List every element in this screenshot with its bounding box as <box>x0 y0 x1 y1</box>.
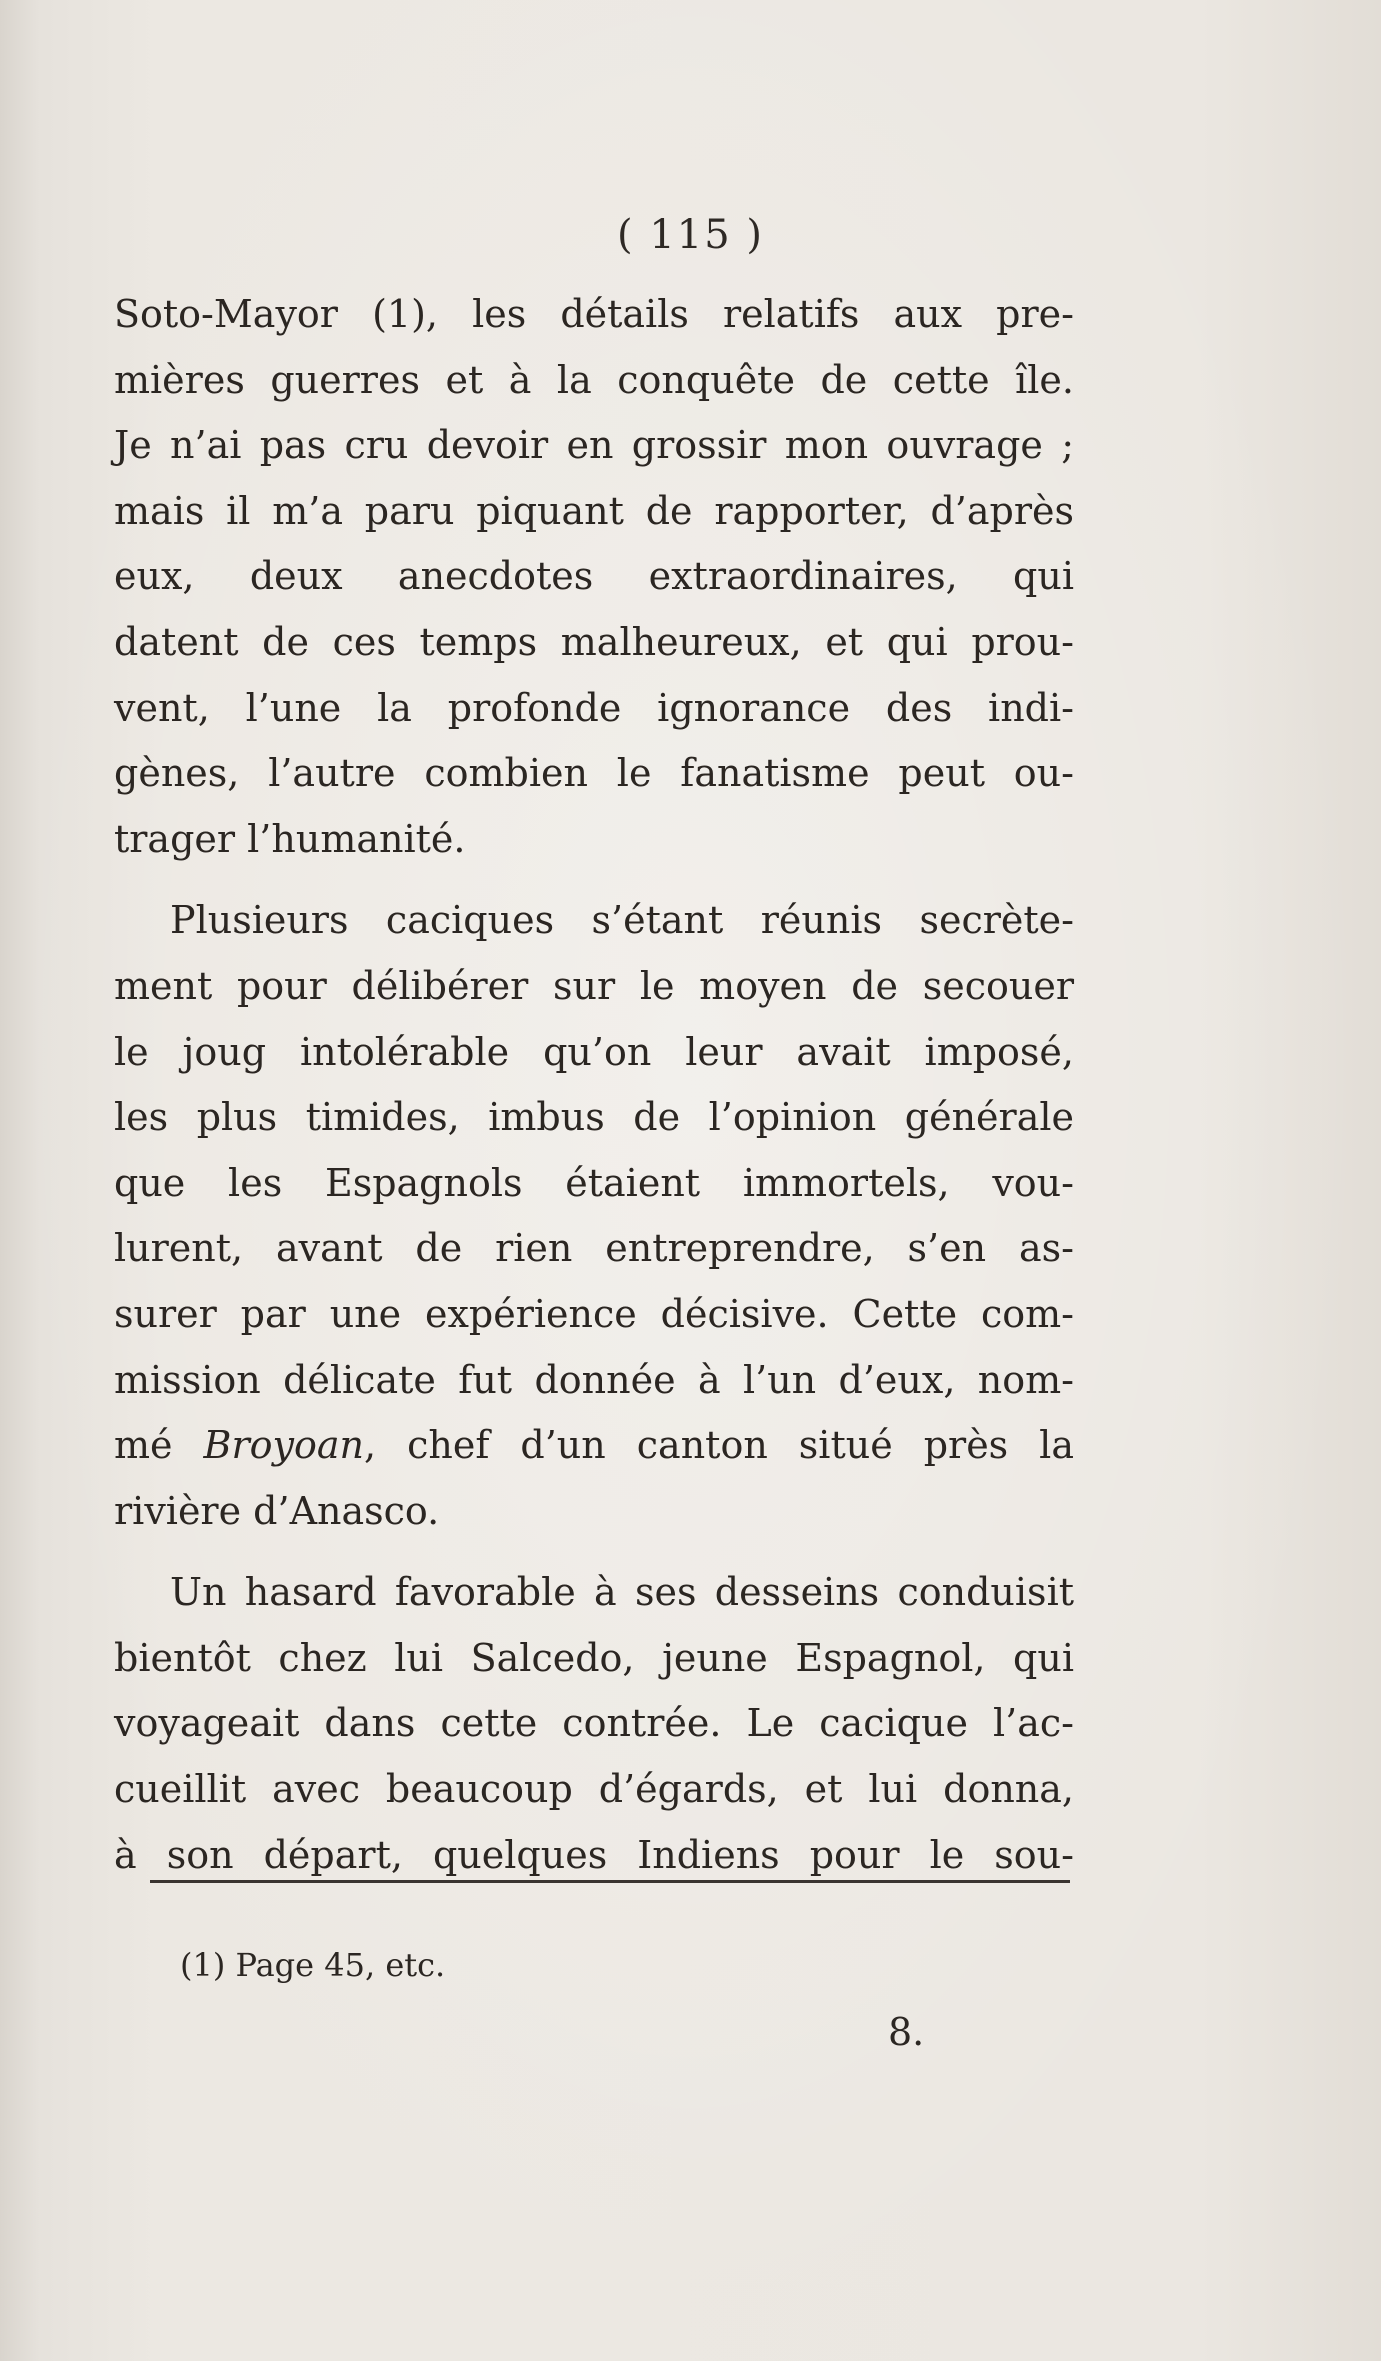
text-line: Plusieurs caciques s’étant réunis secrète- <box>170 898 1074 943</box>
text-line: mières guerres et à la conquête de cette île. <box>114 357 1074 402</box>
signature-mark: 8. <box>888 2010 925 2054</box>
text-line: vent, l’une la profonde ignorance des indi- <box>114 685 1074 730</box>
text-line: gènes, l’autre combien le fanatisme peut ou- <box>114 751 1074 796</box>
italic-name: Broyoan <box>203 1423 364 1468</box>
text-line: Je n’ai pas cru devoir en grossir mon ouvrage ; <box>114 423 1074 468</box>
text-line: bientôt chez lui Salcedo, jeune Espagnol, qui <box>114 1635 1074 1680</box>
text-fragment: mé <box>114 1423 173 1468</box>
body-text <box>114 282 1074 1888</box>
page-number-header: ( 115 ) <box>617 212 764 258</box>
text-line: mais il m’a paru piquant de rapporter, d’après <box>114 488 1074 533</box>
text-line: voyageait dans cette contrée. Le cacique l’ac- <box>114 1701 1074 1746</box>
text-line: mission délicate fut donnée à l’un d’eux, nom- <box>114 1357 1074 1402</box>
text-line: rivière d’Anasco. <box>114 1488 440 1533</box>
text-line: cueillit avec beaucoup d’égards, et lui donna, <box>114 1767 1074 1812</box>
text-line: ment pour délibérer sur le moyen de secouer <box>114 963 1074 1008</box>
text-line: eux, deux anecdotes extraordinaires, qui <box>114 554 1074 599</box>
text-line: Un hasard favorable à ses desseins conduisit <box>170 1570 1074 1615</box>
text-line: que les Espagnols étaient immortels, vou- <box>114 1160 1074 1205</box>
text-line: Soto-Mayor (1), les détails relatifs aux pre- <box>114 292 1074 336</box>
text-line-with-name <box>114 1413 1074 1479</box>
text-line: le joug intolérable qu’on leur avait imposé, <box>114 1029 1074 1074</box>
text-line: à son départ, quelques Indiens pour le sou- <box>114 1832 1074 1877</box>
text-line: trager l’humanité. <box>114 816 466 861</box>
text-line: surer par une expérience décisive. Cette com- <box>114 1291 1074 1336</box>
text-line: les plus timides, imbus de l’opinion générale <box>114 1095 1074 1140</box>
text-line: lurent, avant de rien entreprendre, s’en as- <box>114 1226 1074 1271</box>
text-fragment: , chef d’un canton situé près la <box>364 1423 1074 1468</box>
footnote-rule <box>150 1880 1070 1883</box>
text-line: datent de ces temps malheureux, et qui prou- <box>114 619 1074 664</box>
footnote: (1) Page 45, etc. <box>180 1946 446 1984</box>
